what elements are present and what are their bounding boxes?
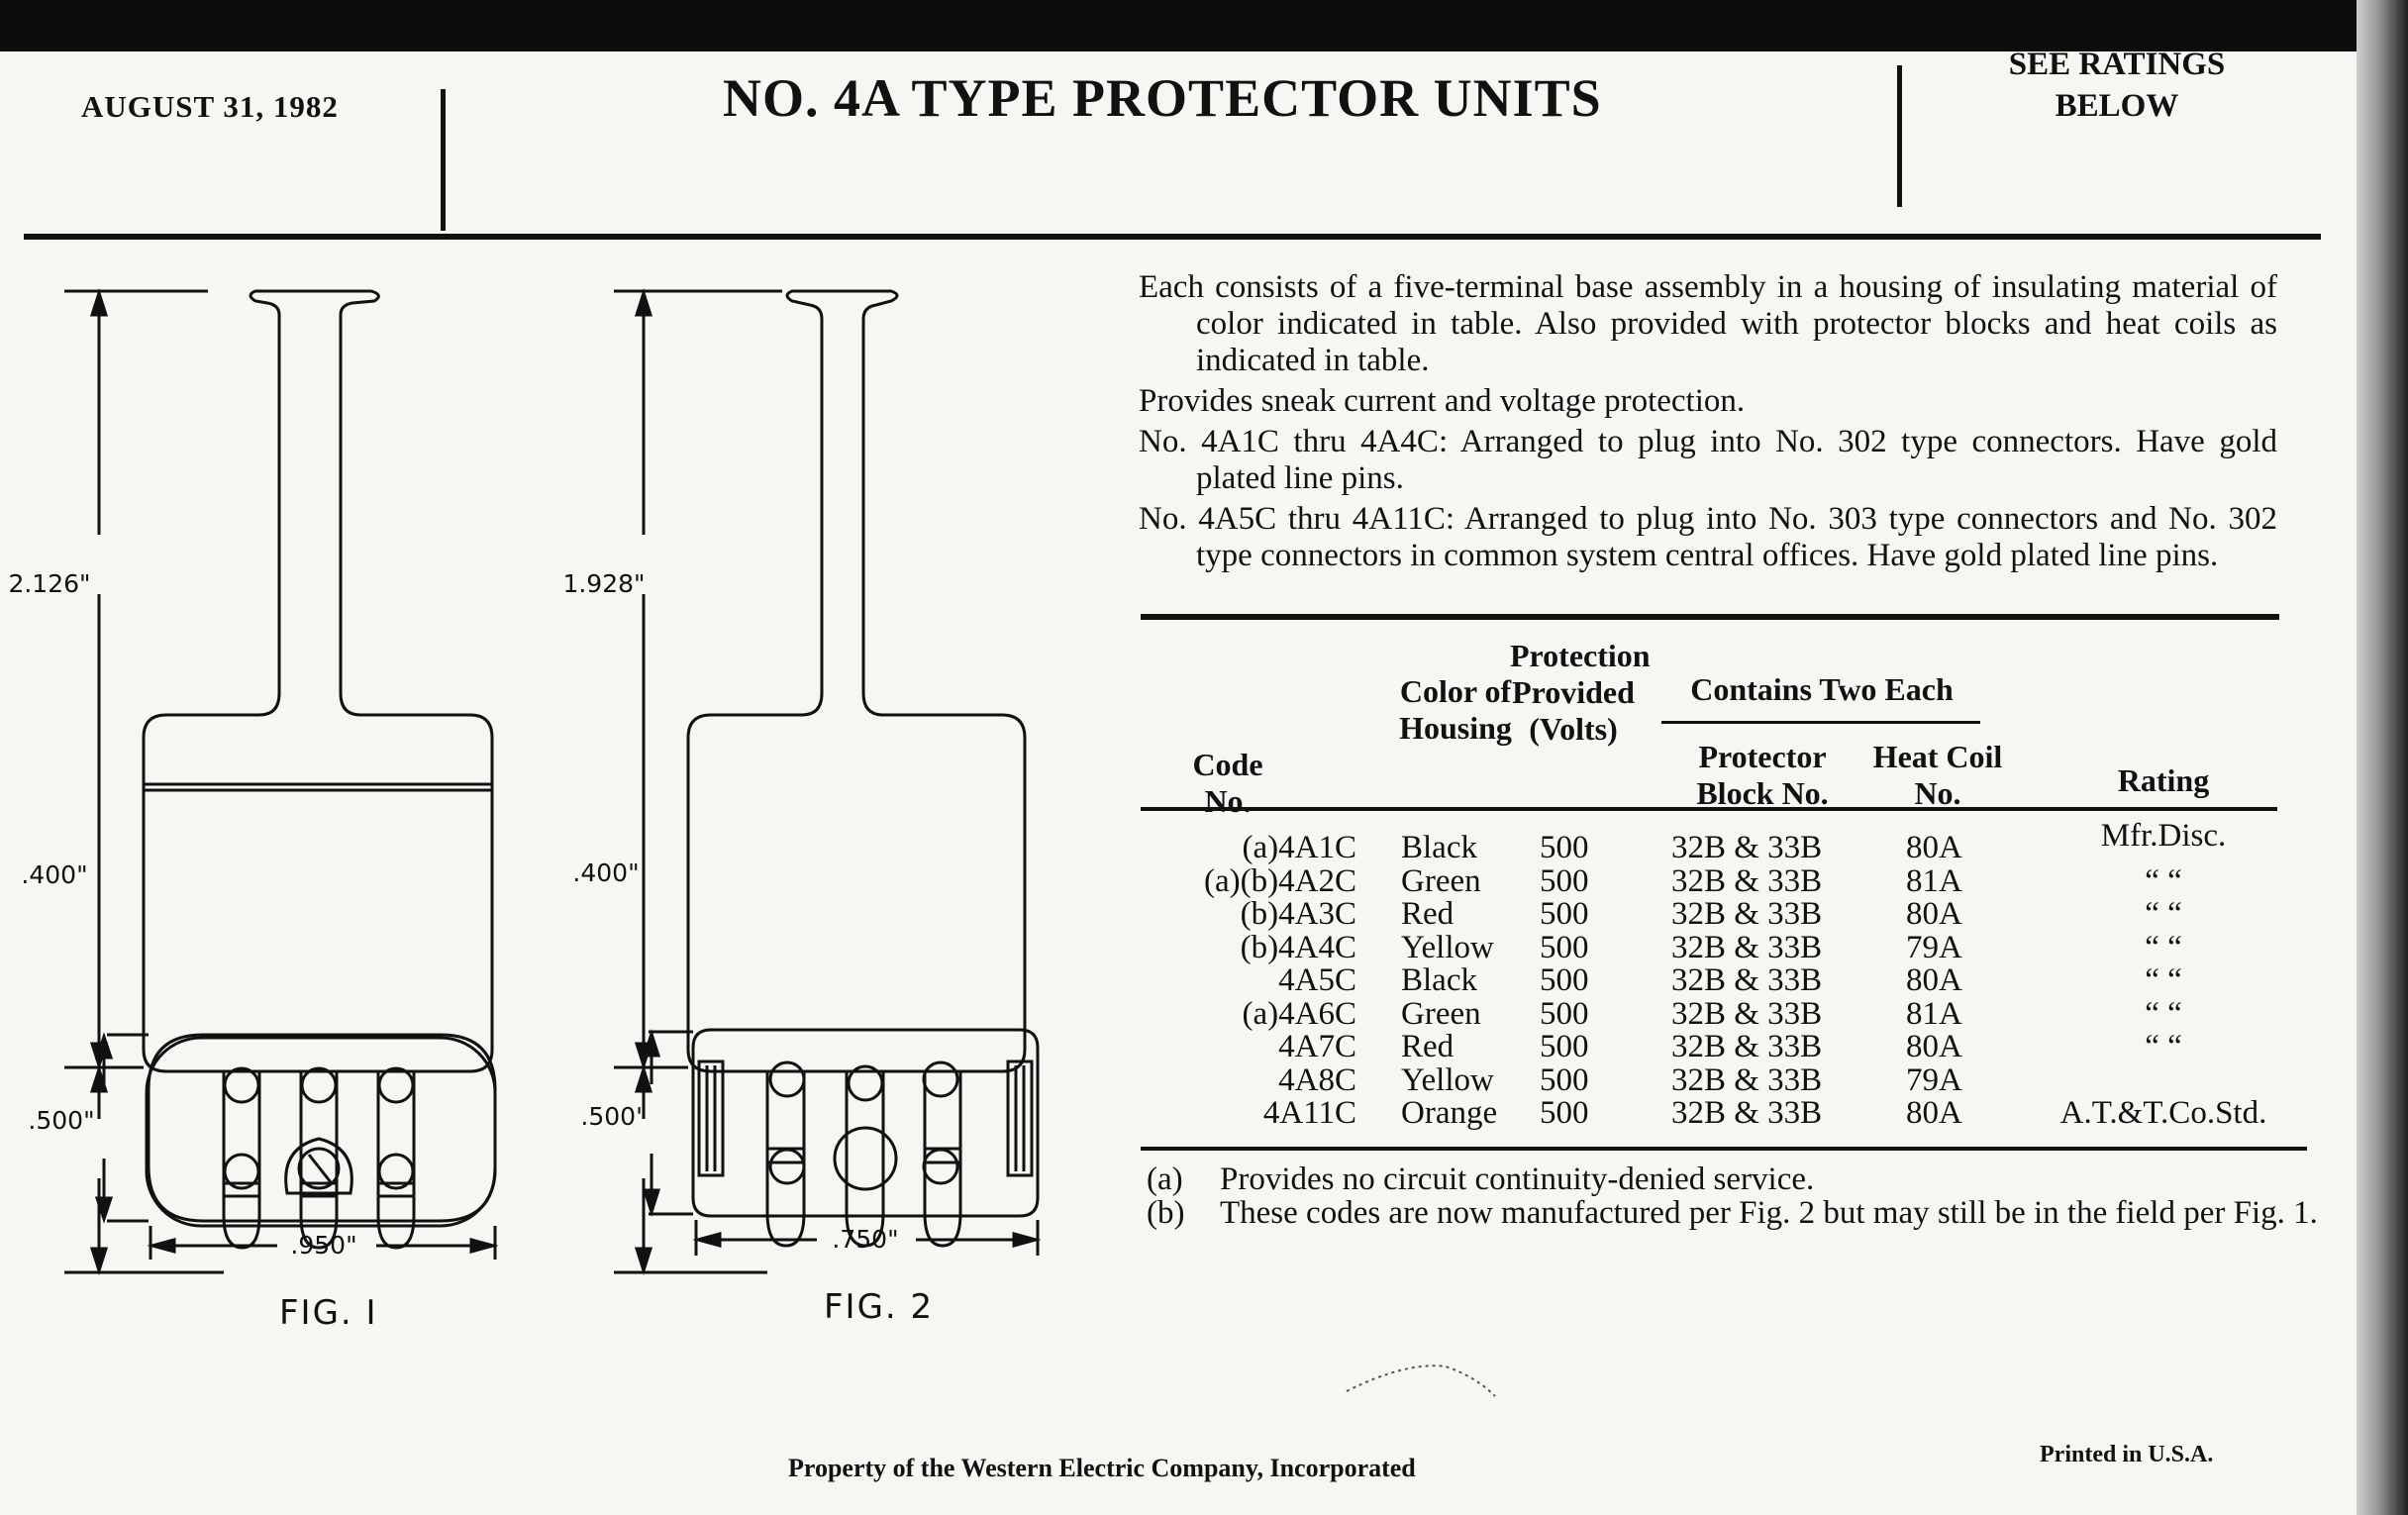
- description: [1139, 269, 2277, 578]
- cell-code: (a)4A6C: [1242, 995, 1356, 1032]
- table-bottom-rule: [1141, 1147, 2307, 1151]
- fig2-label: FIG. 2: [824, 1287, 935, 1327]
- cell-block: 32B & 33B: [1671, 862, 1823, 899]
- description-paragraph: No. 4A5C thru 4A11C: Arranged to plug into No. 303 type connectors and No. 302 type connectors in common system central offices. Have gold plated line pins.: [1139, 501, 2277, 573]
- cell-rating: “ “: [2145, 962, 2182, 998]
- cell-rating: “ “: [2145, 995, 2182, 1032]
- fig2-depth-dim: .500": [580, 1102, 648, 1131]
- fig1-label: FIG. I: [279, 1293, 378, 1333]
- cell-code: (b)4A3C: [1240, 896, 1356, 932]
- header-divider-left: [441, 89, 446, 231]
- cell-coil: 80A: [1906, 830, 1962, 865]
- cell-block: 32B & 33B: [1671, 830, 1823, 865]
- fig2-height-dim: 1.928": [562, 569, 646, 598]
- description-paragraph: Provides sneak current and voltage protection.: [1139, 383, 1746, 419]
- fig1-pin-dim: .400": [21, 860, 88, 889]
- cell-volts: 500: [1540, 1095, 1589, 1131]
- cell-color: Yellow: [1401, 1061, 1494, 1098]
- document-date: AUGUST 31, 1982: [81, 89, 339, 124]
- page-title: NO. 4A TYPE PROTECTOR UNITS: [723, 68, 1602, 128]
- cell-volts: 500: [1540, 830, 1589, 865]
- cell-code: 4A5C: [1278, 962, 1356, 998]
- cell-rating: A.T.&T.Co.Std.: [2059, 1095, 2267, 1131]
- cell-block: 32B & 33B: [1671, 1029, 1823, 1064]
- protector-figures: [0, 257, 1109, 1347]
- contains-rule: [1661, 721, 1980, 724]
- col-header-block: Protector Block No.: [1696, 739, 1829, 811]
- scan-edge: [2357, 0, 2408, 1515]
- cell-color: Black: [1401, 830, 1477, 865]
- cell-coil: 79A: [1906, 1061, 1962, 1098]
- cell-block: 32B & 33B: [1671, 1061, 1823, 1098]
- cell-block: 32B & 33B: [1671, 962, 1823, 998]
- cell-volts: 500: [1540, 995, 1589, 1032]
- cell-block: 32B & 33B: [1671, 896, 1823, 932]
- printed-notice: Printed in U.S.A.: [2040, 1442, 2214, 1467]
- cell-coil: 80A: [1906, 1095, 1962, 1131]
- cell-code: 4A8C: [1278, 1061, 1356, 1098]
- fig1-width-dim: .950": [290, 1231, 357, 1260]
- cell-color: Red: [1401, 1029, 1455, 1064]
- cell-code: (a)(b)4A2C: [1204, 862, 1356, 899]
- cell-color: Green: [1401, 862, 1481, 899]
- cell-color: Red: [1401, 896, 1455, 932]
- cell-code: (a)4A1C: [1242, 830, 1356, 865]
- cell-rating: “ “: [2145, 929, 2182, 965]
- cell-coil: 80A: [1906, 1029, 1962, 1064]
- property-notice: Property of the Western Electric Company, Incorporated: [788, 1454, 1416, 1482]
- footnote-text: These codes are now manufactured per Fig. 2 but may still be in the field per Fig. 1.: [1220, 1195, 2318, 1231]
- col-header-contains: Contains Two Each: [1690, 671, 1954, 707]
- cell-volts: 500: [1540, 962, 1589, 998]
- cell-color: Yellow: [1401, 929, 1494, 965]
- cell-block: 32B & 33B: [1671, 1095, 1823, 1131]
- header-rule: [24, 234, 2321, 240]
- col-header-protection: Protection Provided (Volts): [1510, 638, 1651, 747]
- fig2-pin-dim: .400": [572, 858, 640, 887]
- fig1-height-dim: 2.126": [8, 569, 91, 598]
- cell-rating: “ “: [2145, 862, 2182, 899]
- cell-coil: 80A: [1906, 896, 1962, 932]
- cell-code: 4A11C: [1262, 1095, 1356, 1131]
- cell-coil: 79A: [1906, 929, 1962, 965]
- fig1-depth-dim: .500": [28, 1106, 95, 1135]
- cell-coil: 81A: [1906, 995, 1962, 1032]
- col-header-code: Code No.: [1192, 747, 1263, 819]
- cell-rating: “ “: [2145, 1029, 2182, 1064]
- see-ratings-note: SEE RATINGS BELOW: [2008, 47, 2226, 124]
- footnote-text: Provides no circuit continuity-denied service.: [1220, 1162, 1815, 1197]
- cell-volts: 500: [1540, 1029, 1589, 1064]
- cell-coil: 80A: [1906, 962, 1962, 998]
- cell-block: 32B & 33B: [1671, 929, 1823, 965]
- cell-color: Green: [1401, 995, 1481, 1032]
- footnote-mark: (b): [1147, 1195, 1185, 1231]
- cell-code: 4A7C: [1278, 1029, 1356, 1064]
- header-divider-right: [1897, 65, 1902, 207]
- col-header-coil: Heat Coil No.: [1872, 739, 2003, 811]
- cell-rating: “ “: [2145, 896, 2182, 932]
- cell-volts: 500: [1540, 896, 1589, 932]
- cell-color: Black: [1401, 962, 1477, 998]
- cell-volts: 500: [1540, 1061, 1589, 1098]
- cell-block: 32B & 33B: [1671, 995, 1823, 1032]
- scan-smudge: [1287, 1347, 1545, 1426]
- description-paragraph: Each consists of a five-terminal base assembly in a housing of insulating material of color indicated in table. Also provided with protector blocks and heat coils as indicated in table.: [1139, 269, 2277, 378]
- cell-coil: 81A: [1906, 862, 1962, 899]
- cell-code: (b)4A4C: [1240, 929, 1356, 965]
- footnote-mark: (a): [1147, 1162, 1183, 1197]
- description-paragraph: No. 4A1C thru 4A4C: Arranged to plug into No. 302 type connectors. Have gold plated line pins.: [1139, 424, 2277, 496]
- col-header-color: Color of Housing: [1399, 673, 1512, 746]
- table-top-rule: [1141, 614, 2279, 620]
- fig2-width-dim: .750": [832, 1225, 899, 1254]
- cell-volts: 500: [1540, 929, 1589, 965]
- cell-volts: 500: [1540, 862, 1589, 899]
- cell-color: Orange: [1401, 1095, 1498, 1131]
- cell-rating: Mfr.Disc.: [2100, 818, 2227, 854]
- col-header-rating: Rating: [2117, 762, 2210, 798]
